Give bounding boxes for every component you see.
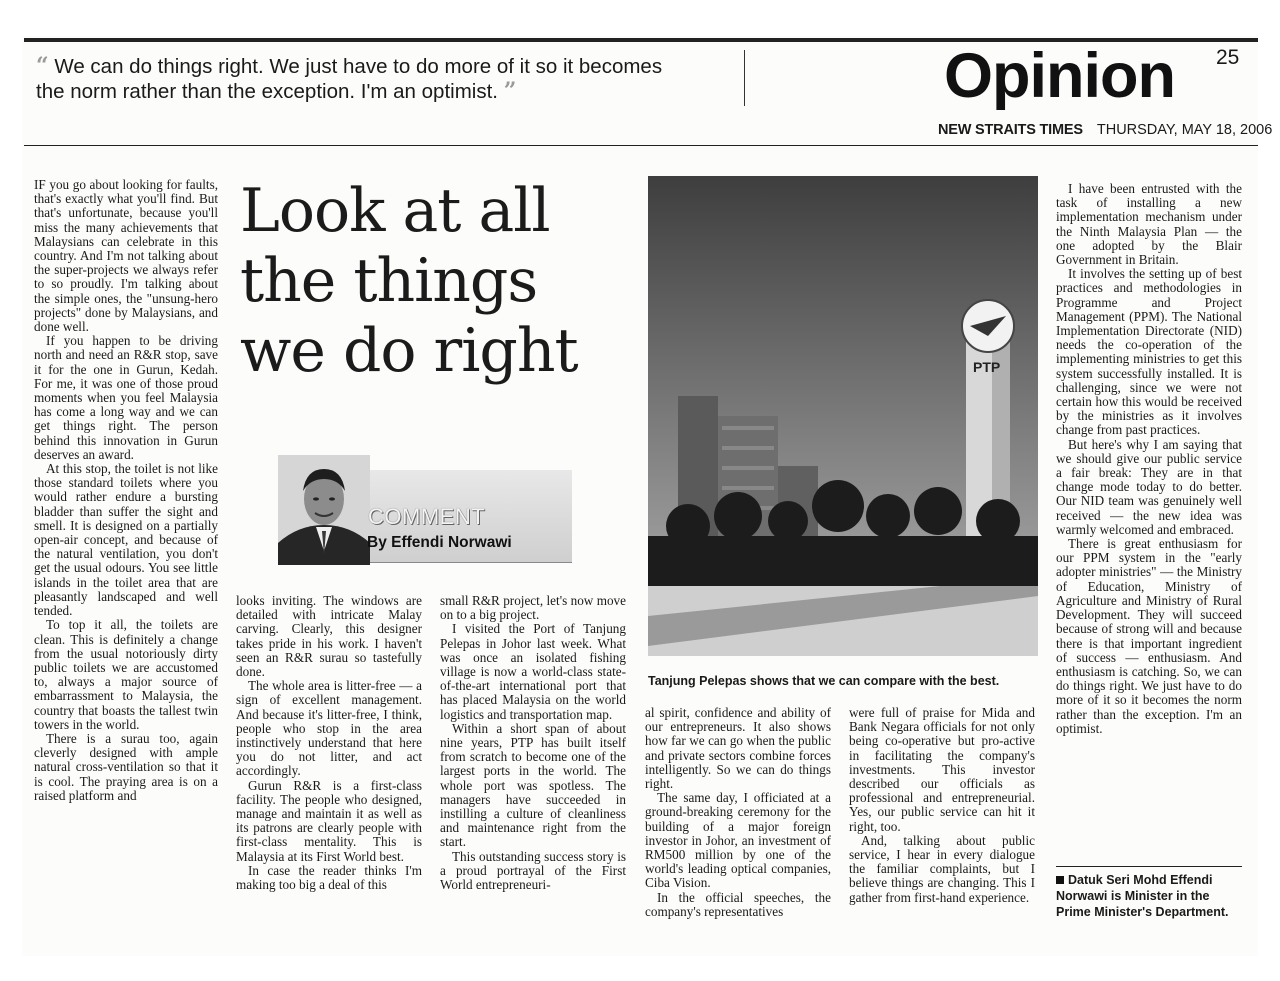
article-column-1 [34,178,218,934]
header-bottom-rule [24,145,1258,146]
paragraph: The same day, I officiated at a ground-breaking ceremony for the building of a major foreign investor in Johor, an investment of RM500 million by one of the world's leading optical companies, Ciba Vision. [645,790,831,891]
pull-quote-text: We can do things right. We just have to do more of it so it becomes the norm rather than the exception. I'm an optimist. [36,55,663,103]
paragraph: It involves the setting up of best practices and methodologies in Programme and Project Management (PPM). The National Implementation Directorate (NID) needs the co-operation of the implementing ministries to get this system successfully installed. It is challenging, since we were not certain how this would be received by the ministries as it involves change from past practices. [1056,266,1242,438]
photo-caption: Tanjung Pelepas shows that we can compare with the best. [648,674,1000,688]
paragraph: At this stop, the toilet is not like those standard toilets where you would rather endure a bursting bladder than suffer the sight and smell. It is designed on a partially open-air concept, and because of the natural ventilation, you don't get the usual odours. You see little islands in the toilet area that are pleasantly landscaped and well tended. [34,461,218,619]
paragraph: Gurun R&R is a first-class facility. The people who designed, manage and maintain it as well as its patrons are clearly people with first-class mentality. This is Malaysia at its First World best. [236,777,422,864]
paragraph: Within a short span of about nine years, PTP has built itself from scratch to become one of the largest ports in the world. The whole port was spotless. The managers have succeeded in instilling a culture of cleanliness and maintenance right from the start. [440,720,626,850]
paper-name: NEW STRAITS TIMES [938,122,1083,138]
paragraph: small R&R project, let's now move on to a big project. [440,594,626,623]
headline: Look at all the things we do right [240,176,578,386]
issue-date: THURSDAY, MAY 18, 2006 [1096,122,1273,138]
bio-rule [1056,866,1242,867]
comment-label: COMMENT [368,504,486,529]
port-photo [648,176,1038,656]
close-quote-mark: ” [503,78,517,104]
section-title: Opinion [944,41,1175,111]
paragraph: There is great enthusiasm for our PPM system in the "early adopter ministries" — the Ministry of Education, Ministry of Agriculture and Ministry of Rural Development. They will succeed because of strong will and because there is that important ingredient of success — enthusiasm. And enthusiasm is catching. So, we can do things right. We just have to do more of it so it becomes the norm rather than the exception. I'm an optimist. [1056,536,1242,736]
paragraph: To top it all, the toilets are clean. This is definitely a change from the usual notoriously dirty public toilets we are accustomed to, always a major source of embarrassment to Malaysia, the country that boasts the tallest twin towers in the world. [34,617,218,732]
article-column-3 [440,594,626,936]
page-number: 25 [1216,46,1240,69]
paragraph: were full of praise for Mida and Bank Negara officials for not only being co-operative but pro-active in facilitating the company's investments. This investor described our officials as professional and entrepreneurial. Yes, our public service can hit it right, too. [849,706,1035,834]
paragraph: I have been entrusted with the task of installing a new implementation mechanism under the Ninth Malaysia Plan — the one adopted by the Blair Government in Britain. [1056,182,1242,268]
paragraph: In case the reader thinks I'm making too big a deal of this [236,862,422,893]
header-divider [744,50,745,106]
author-portrait [278,455,370,565]
bullet-square [1056,876,1064,884]
paragraph: This outstanding success story is a proud portrayal of the First World entrepreneuri- [440,848,626,893]
author-bio-text: Datuk Seri Mohd Effendi Norwawi is Minister in the Prime Minister's Department. [1056,873,1229,919]
paragraph: al spirit, confidence and ability of our entrepreneurs. It also shows how far we can go when the public and private sectors combine forces intelligently. So we can do things right. [645,706,831,792]
paragraph: There is a surau too, again cleverly designed with ample natural cross-ventilation so that it is cool. The praying area is on a raised platform and [34,730,218,803]
paragraph: The whole area is litter-free — a sign of excellent management. And because it's litter-free, I think, people who stop in the area instinctively understand that here you do not litter, and act accordingly. [236,678,422,779]
paragraph: And, talking about public service, I hear in every dialogue the familiar complaints, but I believe things are changing. This I gather from first-hand experience. [849,832,1035,905]
paragraph: If you happen to be driving north and need an R&R stop, save it for the one in Gurun, Kedah. For me, it was one of those proud moments when you feel Malaysia has come a long way and we can get things right. The person behind this innovation in Gurun deserves an award. [34,333,218,462]
article-column-5 [849,706,1035,936]
paragraph: IF you go about looking for faults, that's exactly what you'll find. But that's unfortunate, because you'll miss the many achievements that Malaysians can celebrate in this country. And I'm not talking about the super-projects we always refer to so proudly. I'm talking about the simple ones, the "unsung-hero projects" done by Malaysians, and done well. [34,178,218,335]
paragraph: In the official speeches, the company's representatives [645,889,831,919]
photo-sign: PTP [973,359,1001,375]
paragraph: looks inviting. The windows are detailed with intricate Malay carving. Clearly, this designer takes pride in his work. I haven't seen an R&R surau so tastefully done. [236,594,422,680]
article-column-2 [236,594,422,936]
open-quote-mark: “ [36,53,49,79]
pull-quote [36,54,676,104]
author-byline: By Effendi Norwawi [367,534,512,551]
paragraph: I visited the Port of Tanjung Pelepas in Johor last week. What was once an isolated fishing village is now a world-class state-of-the-art international port that has placed Malaysia on the world logistics and transportation map. [440,621,626,722]
article-column-6 [1056,182,1242,860]
author-bio [1056,872,1246,920]
article-column-4 [645,706,831,936]
masthead [938,122,1272,138]
paragraph: But here's why I am saying that we should give our public service a fair break: They are in that change mode today to do better. Our NID team was genuinely well received — the new idea was warmly welcomed and embraced. [1056,436,1242,537]
